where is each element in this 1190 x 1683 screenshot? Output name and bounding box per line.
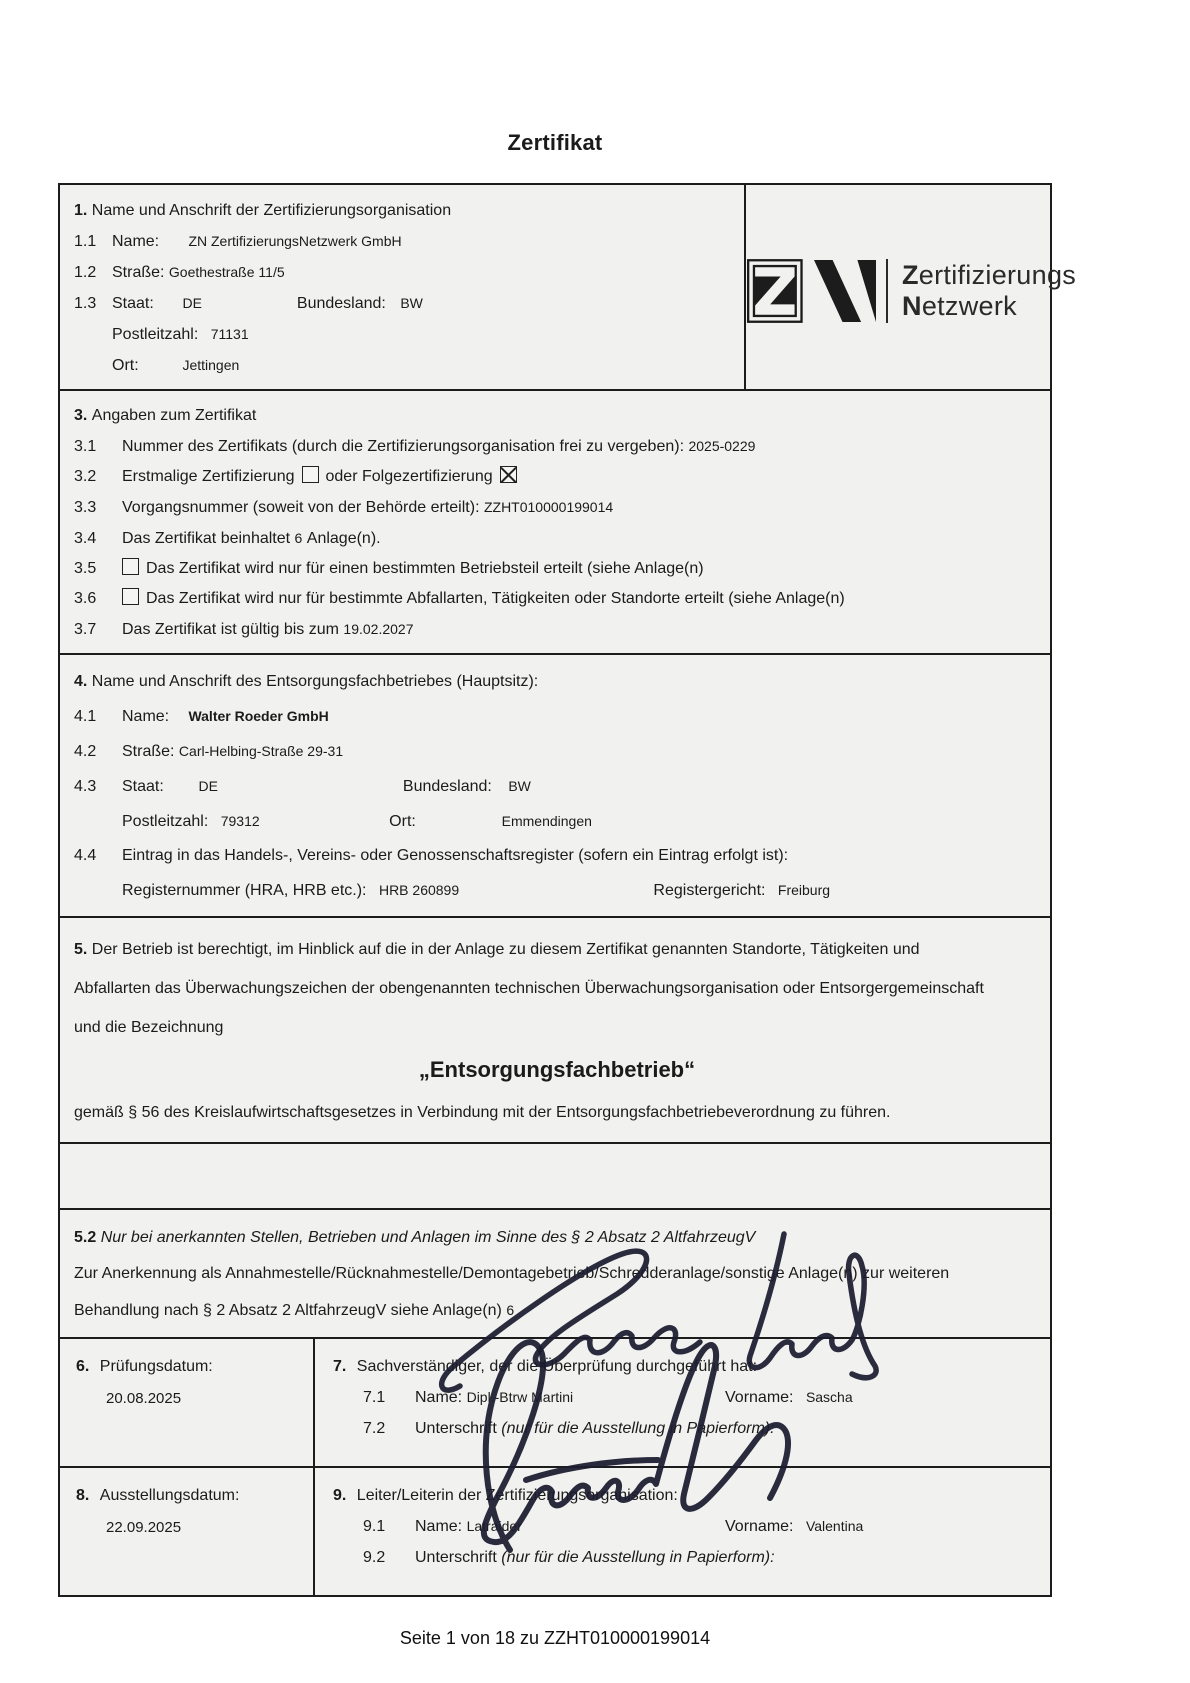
- zn-logo-z-icon: [747, 259, 805, 323]
- leiter-vorname-value: Valentina: [805, 1518, 864, 1534]
- leiter-signature-line: 9.2 Unterschrift (nur für die Ausstellung in Papierform):: [363, 1549, 775, 1566]
- org-street-line: 1.2 Straße: Goethestraße 11/5: [74, 264, 285, 281]
- entitlement-line-1: 5. Der Betrieb ist berechtigt, im Hinblick auf die in der Anlage zu diesem Zertifikat genannten Standorte, Tätigkeiten und: [74, 941, 920, 958]
- checkbox-erstmalige-unchecked: [302, 466, 319, 483]
- company-street-line: 4.2 Straße: Carl-Helbing-Straße 29-31: [74, 743, 344, 760]
- section-number: 1.: [74, 202, 88, 219]
- page-title: Zertifikat: [507, 130, 603, 155]
- section-5-2: [60, 1208, 1050, 1337]
- entitlement-closing: gemäß § 56 des Kreislaufwirtschaftsgesetzes in Verbindung mit der Entsorgungsfachbetriebeverordnung zu führen.: [74, 1104, 891, 1121]
- entitlement-line-2: Abfallarten das Überwachungszeichen der obengenannten technischen Überwachungsorganisation oder Entsorgergemeinschaft: [74, 980, 984, 997]
- register-number-value: HRB 260899: [378, 882, 460, 898]
- zn-logo: [747, 259, 1076, 323]
- company-name-line: 4.1 Name: Walter Roeder GmbH: [74, 708, 329, 725]
- row-6-7: [60, 1337, 1050, 1466]
- org-plz-line: Postleitzahl: 71131: [112, 326, 249, 343]
- org-bundesland-value: BW: [400, 295, 423, 311]
- checkbox-abfallarten-unchecked: [122, 588, 139, 605]
- expert-name-value: Dipl.-Btrw Martini: [466, 1389, 574, 1405]
- sachverstaendiger-cell: 7. Sachverständiger, der die Überprüfung durchgeführt hat: 7.1 Name: Dipl.-Btrw Martini Vorname: Sascha 7.2 Unterschrift (nur für die Ausstellung in Papierform):: [313, 1339, 1050, 1466]
- expert-signature-line: 7.2 Unterschrift (nur für die Ausstellung in Papierform):: [363, 1420, 775, 1437]
- section-1-body: [60, 185, 744, 389]
- expert-vorname-value: Sascha: [805, 1389, 853, 1405]
- valid-until-line: 3.7 Das Zertifikat ist gültig bis zum 19.02.2027: [74, 621, 414, 638]
- section-1-heading: 1. Name und Anschrift der Zertifizierungsorganisation: [74, 202, 452, 219]
- altfahrzeug-line-2: Zur Anerkennung als Annahmestelle/Rücknahmestelle/Demontagebetrieb/Schredderanlage/sonstige Anlage(n) zur weiteren: [74, 1265, 950, 1282]
- section-5: [60, 916, 1050, 1142]
- cert-number-line: 3.1 Nummer des Zertifikats (durch die Zertifizierungsorganisation frei zu vergeben): 2025-0229: [74, 438, 756, 455]
- altfahrzeug-line-3: Behandlung nach § 2 Absatz 2 AltfahrzeugV siehe Anlage(n) 6: [74, 1302, 515, 1319]
- company-state-value: DE: [198, 778, 218, 794]
- company-ort-value: Emmendingen: [501, 813, 592, 829]
- org-ort-line: Ort: Jettingen: [112, 357, 240, 374]
- pruefungsdatum-cell: 6. Prüfungsdatum: 20.08.2025: [60, 1339, 313, 1466]
- org-ort-value: Jettingen: [182, 357, 240, 373]
- zn-logo-n-icon: [814, 259, 876, 323]
- cert-type-line: 3.2 Erstmalige Zertifizierung oder Folgezertifizierung: [74, 462, 1050, 492]
- logo-cell: [744, 185, 1077, 389]
- logo-wordmark: Zertifizierungs Netzwerk: [902, 260, 1077, 321]
- page-footer: Seite 1 von 18 zu ZZHT010000199014: [399, 1628, 711, 1648]
- org-name-line: 1.1 Name: ZN ZertifizierungsNetzwerk GmbH: [74, 233, 402, 250]
- org-street-value: Goethestraße 11/5: [168, 264, 285, 280]
- org-state-value: DE: [182, 295, 202, 311]
- altfahrzeug-heading: 5.2 Nur bei anerkannten Stellen, Betrieben und Anlagen im Sinne des § 2 Absatz 2 AltfahrzeugV: [74, 1229, 756, 1246]
- section-3-heading: 3. Angaben zum Zertifikat: [74, 407, 257, 424]
- abfallarten-line: 3.6 Das Zertifikat wird nur für bestimmte Abfallarten, Tätigkeiten oder Standorte erteilt (siehe Anlage(n): [74, 590, 845, 607]
- expert-name-line: 7.1 Name: Dipl.-Btrw Martini Vorname: Sascha: [363, 1389, 853, 1406]
- checkbox-folgezertifizierung-checked: [500, 466, 517, 483]
- ausstellungsdatum-value: 22.09.2025: [106, 1519, 182, 1536]
- register-court-value: Freiburg: [777, 882, 831, 898]
- checkbox-betriebsteil-unchecked: [122, 558, 139, 575]
- anlagen-count-value: 6: [294, 530, 303, 546]
- org-name-value: ZN ZertifizierungsNetzwerk GmbH: [188, 233, 402, 249]
- leiter-name-line: 9.1 Name: Latraider Vorname: Valentina: [363, 1518, 864, 1535]
- altfahrzeug-anlage-value: 6: [506, 1302, 515, 1318]
- company-state-line: 4.3 Staat: DE Bundesland: BW: [74, 769, 1050, 804]
- company-plz-line: Postleitzahl: 79312 Ort: Emmendingen: [74, 804, 1050, 839]
- logo-divider: [886, 259, 888, 323]
- pruefungsdatum-value: 20.08.2025: [106, 1390, 182, 1407]
- company-street-value: Carl-Helbing-Straße 29-31: [178, 743, 344, 759]
- valid-until-value: 19.02.2027: [343, 621, 414, 637]
- org-plz-value: 71131: [210, 326, 249, 342]
- register-entry-line: 4.4 Eintrag in das Handels-, Vereins- oder Genossenschaftsregister (sofern ein Eintrag erfolgt ist):: [74, 847, 789, 864]
- company-plz-value: 79312: [220, 813, 260, 829]
- section-4-heading: 4. Name und Anschrift des Entsorgungsfachbetriebes (Hauptsitz):: [74, 673, 539, 690]
- entitlement-line-3: und die Bezeichnung: [74, 1019, 224, 1036]
- leiter-cell: 9. Leiter/Leiterin der Zertifizierungsorganisation: 9.1 Name: Latraider Vorname: Valentina 9.2 Unterschrift (nur für die Ausstellung in Papierform):: [313, 1468, 1050, 1595]
- vorgang-number-line: 3.3 Vorgangsnummer (soweit von der Behörde erteilt): ZZHT010000199014: [74, 499, 614, 516]
- section-3: [60, 389, 1050, 653]
- leiter-name-value: Latraider: [466, 1518, 522, 1534]
- empty-row: [60, 1142, 1050, 1208]
- vorgang-number-value: ZZHT010000199014: [483, 499, 614, 515]
- cert-number-value: 2025-0229: [688, 438, 756, 454]
- row-8-9: [60, 1466, 1050, 1595]
- section-4: [60, 653, 1050, 916]
- register-number-line: Registernummer (HRA, HRB etc.): HRB 260899 Registergericht: Freiburg: [74, 873, 1050, 908]
- anlagen-count-line: 3.4 Das Zertifikat beinhaltet 6 Anlage(n).: [74, 530, 381, 547]
- designation-title: „Entsorgungsfachbetrieb“: [418, 1057, 696, 1082]
- company-name-value: Walter Roeder GmbH: [188, 708, 329, 724]
- betriebsteil-line: 3.5 Das Zertifikat wird nur für einen bestimmten Betriebsteil erteilt (siehe Anlage(n): [74, 560, 704, 577]
- org-state-line: 1.3 Staat: DE Bundesland: BW: [74, 288, 744, 319]
- certificate-table: [58, 183, 1077, 1597]
- company-bundesland-value: BW: [508, 778, 531, 794]
- ausstellungsdatum-cell: 8. Ausstellungsdatum: 22.09.2025: [60, 1468, 313, 1595]
- section-1: [60, 185, 1077, 389]
